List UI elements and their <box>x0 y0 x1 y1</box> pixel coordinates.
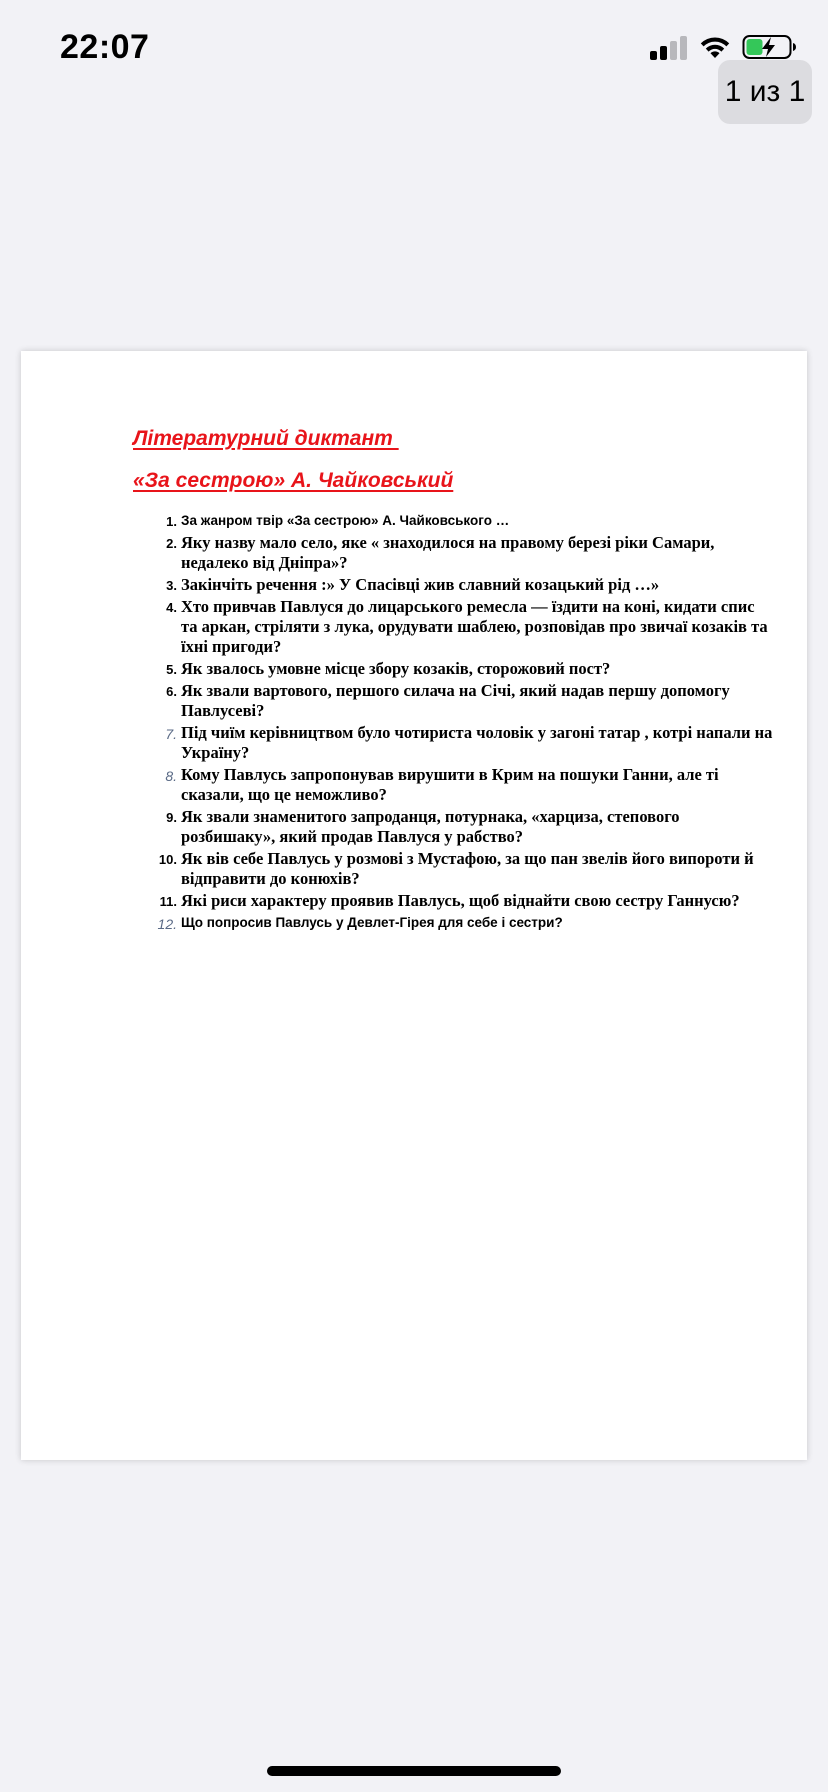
question-number: 7. <box>165 726 177 742</box>
question-number: 1. <box>166 514 177 529</box>
question-text: Під чиїм керівництвом було чотириста чоловік у загоні татар , котрі напали на Україну? <box>181 723 773 762</box>
question-text: Як звали знаменитого запроданця, потурнака, «харциза, степового розбишаку», який продав Павлуся у рабство? <box>181 807 680 846</box>
question-number: 9. <box>166 810 177 825</box>
wifi-icon <box>698 34 732 60</box>
question-text: Які риси характеру проявив Павлусь, щоб віднайти свою сестру Ганнусю? <box>181 891 740 910</box>
question-item <box>133 681 773 721</box>
question-number: 3. <box>166 578 177 593</box>
question-item <box>133 913 773 933</box>
document-page[interactable] <box>21 351 807 1460</box>
question-number: 2. <box>166 536 177 551</box>
question-item <box>133 575 773 595</box>
question-text: Кому Павлусь запропонував вирушити в Крим на пошуки Ганни, але ті сказали, що це неможливо? <box>181 765 719 804</box>
question-text: Як звалось умовне місце збору козаків, сторожовий пост? <box>181 659 611 678</box>
question-text: Як звали вартового, першого силача на Січі, який надав першу допомогу Павлусеві? <box>181 681 730 720</box>
home-indicator[interactable] <box>267 1766 561 1776</box>
question-text: Як вів себе Павлусь у розмові з Мустафою, за що пан звелів його випороти й відправити до конюхів? <box>181 849 754 888</box>
question-item <box>133 723 773 763</box>
question-item <box>133 765 773 805</box>
question-item <box>133 533 773 573</box>
document-title-line1: Літературний диктант <box>133 427 399 450</box>
question-text: Яку назву мало село, яке « знаходилося на правому березі ріки Самари, недалеко від Дніпра»? <box>181 533 715 572</box>
question-number: 8. <box>165 768 177 784</box>
cellular-signal-icon <box>650 34 688 60</box>
question-text: Що попросив Павлусь у Девлет-Гірея для себе і сестри? <box>181 915 563 930</box>
question-item <box>133 511 773 531</box>
question-number: 10. <box>158 852 177 867</box>
battery-charging-icon <box>742 34 798 60</box>
question-number: 4. <box>166 600 177 615</box>
question-text: Хто привчав Павлуся до лицарського ремесла — їздити на коні, кидати спис та аркан, стріляти з лука, орудувати шаблею, розповідав про звичаї козаків та їхні пригоди? <box>181 597 768 656</box>
question-number: 11. <box>159 894 177 909</box>
question-item <box>133 891 773 911</box>
question-number: 6. <box>166 684 177 699</box>
question-item <box>133 659 773 679</box>
question-text: Закінчіть речення :» У Спасівці жив славний козацький рід …» <box>181 575 660 594</box>
page-counter: 1 из 1 <box>718 60 812 124</box>
question-number: 5. <box>166 662 177 677</box>
status-icons <box>650 34 798 60</box>
question-item <box>133 807 773 847</box>
question-item <box>133 597 773 657</box>
question-number: 12. <box>157 916 177 932</box>
questions-list <box>133 511 773 935</box>
document-title-line2: «За сестрою» А. Чайковський <box>133 469 454 492</box>
question-text: За жанром твір «За сестрою» А. Чайковського … <box>181 513 510 528</box>
question-item <box>133 849 773 889</box>
status-time: 22:07 <box>60 28 150 66</box>
